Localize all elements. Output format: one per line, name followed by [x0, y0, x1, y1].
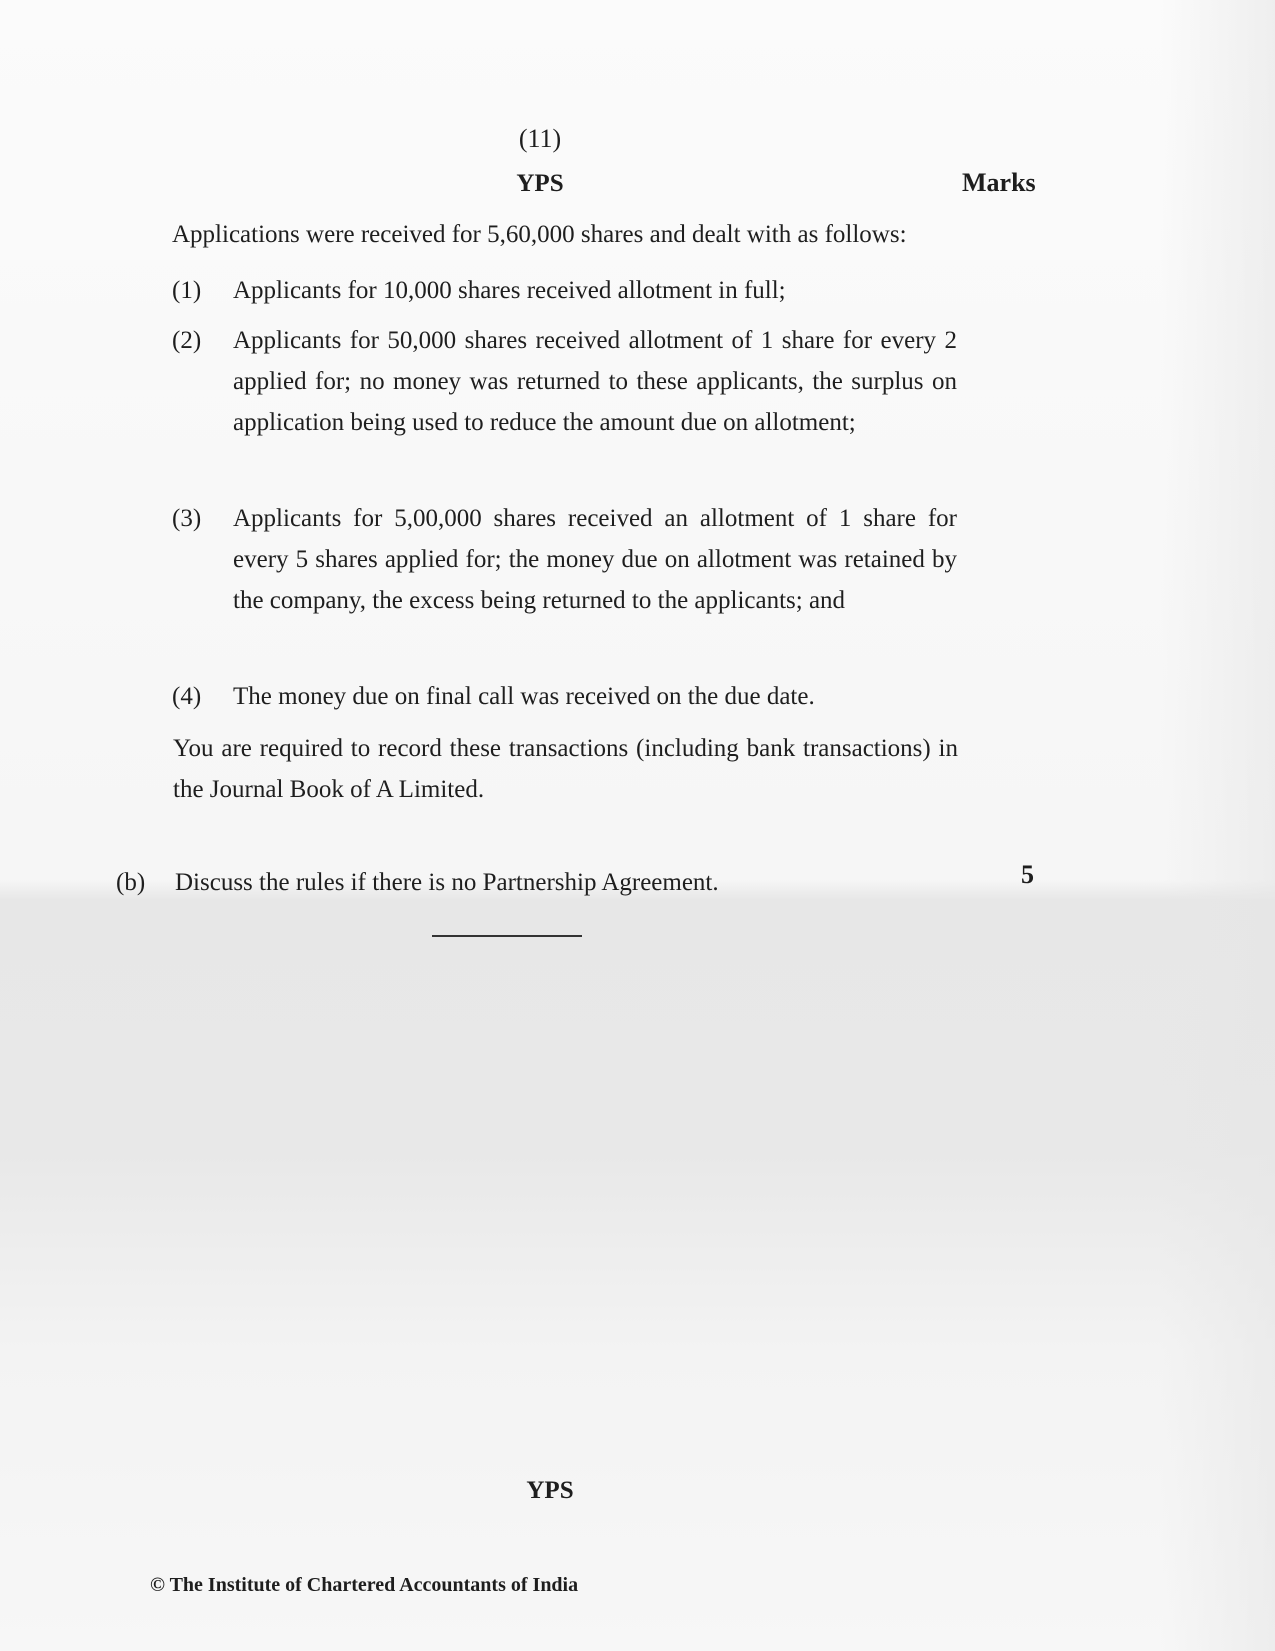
list-item-number: (4) — [172, 683, 202, 710]
list-item — [172, 270, 957, 311]
list-item — [172, 498, 957, 621]
list-item-text: Applicants for 10,000 shares received allotment in full; — [233, 277, 786, 304]
copyright-notice: © The Institute of Chartered Accountants of India — [150, 1574, 579, 1596]
page-edge-shadow — [1160, 0, 1275, 1651]
list-item-text: Applicants for 50,000 shares received allotment of 1 share for every 2 applied for; no money was returned to these applicants, the surplus on application being used to reduce the amount due on allotment; — [233, 327, 957, 436]
list-item-text: Applicants for 5,00,000 shares received an allotment of 1 share for every 5 shares applied for; the money due on allotment was retained by the company, the excess being returned to the applicants; and — [233, 505, 957, 614]
question-intro: Applications were received for 5,60,000 shares and dealt with as follows: — [172, 221, 907, 248]
list-item-number: (3) — [172, 505, 202, 532]
question-requirement: You are required to record these transactions (including bank transactions) in the Journal Book of A Limited. — [173, 735, 958, 803]
question-b-label: (b) — [116, 869, 146, 896]
list-item — [172, 320, 957, 443]
list-item-number: (2) — [172, 327, 202, 354]
question-b — [116, 862, 719, 903]
list-item — [172, 676, 957, 717]
question-b-text: Discuss the rules if there is no Partnership Agreement. — [175, 869, 719, 896]
paper-code-footer: YPS — [526, 1477, 574, 1504]
end-divider — [432, 935, 582, 937]
list-item-number: (1) — [172, 277, 202, 304]
question-b-marks: 5 — [1021, 860, 1034, 889]
marks-column-label: Marks — [962, 168, 1036, 197]
page-number: (11) — [518, 124, 562, 153]
paper-code-header: YPS — [516, 170, 564, 197]
list-item-text: The money due on final call was received on the due date. — [233, 683, 815, 710]
